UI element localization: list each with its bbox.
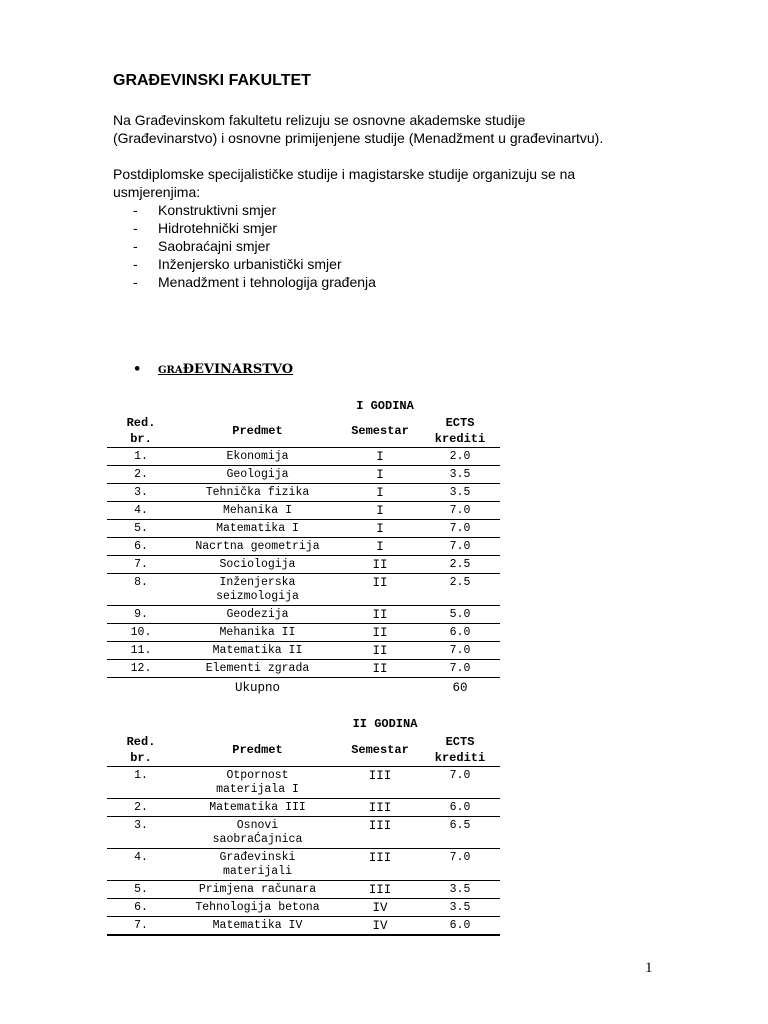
subject-cell <box>175 606 340 624</box>
table-row <box>107 538 500 556</box>
list-item: - Hidrotehnički smjer <box>133 219 376 237</box>
ects-cell: 7.0 <box>420 502 500 520</box>
subject-name-line: Otpornost <box>226 769 289 782</box>
table-row <box>107 502 500 520</box>
year1-table-body <box>107 448 500 697</box>
subject-cell <box>175 538 340 556</box>
row-number: 4. <box>107 502 175 520</box>
row-number: 7. <box>107 556 175 574</box>
table-row <box>107 817 500 849</box>
row-number: 5. <box>107 881 175 899</box>
subject-cell <box>175 660 340 678</box>
subject-name-line: Ekonomija <box>226 450 289 463</box>
ects-cell: 3.5 <box>420 466 500 484</box>
table-row <box>107 484 500 502</box>
ects-cell: 6.5 <box>420 817 500 849</box>
subject-name-line: Matematika IV <box>212 919 303 932</box>
list-item: - Saobraćajni smjer <box>133 237 376 255</box>
total-spacer <box>340 678 420 697</box>
table-row <box>107 899 500 917</box>
subject-name-line: Primjena računara <box>198 883 317 896</box>
semester-cell: II <box>340 606 420 624</box>
subject-name-line: Geologija <box>226 468 289 481</box>
semester-cell: I <box>340 484 420 502</box>
table-row <box>107 881 500 899</box>
subject-cell <box>175 881 340 899</box>
col-header-semester: Semestar <box>340 415 420 448</box>
semester-cell: II <box>340 556 420 574</box>
row-number: 1. <box>107 448 175 466</box>
subject-name-line: seizmologija <box>216 590 299 603</box>
orientation-list <box>133 201 376 291</box>
ects-cell: 7.0 <box>420 520 500 538</box>
postgrad-paragraph <box>113 165 673 201</box>
subject-cell <box>175 917 340 936</box>
table-row <box>107 767 500 799</box>
semester-cell: III <box>340 767 420 799</box>
semester-cell: III <box>340 799 420 817</box>
postgrad-line-2: usmjerenjima: <box>113 184 201 200</box>
subject-cell <box>175 502 340 520</box>
total-spacer <box>107 678 175 697</box>
table-row <box>107 849 500 881</box>
ects-cell: 2.5 <box>420 556 500 574</box>
total-row <box>107 678 500 697</box>
bullet-icon: • <box>133 362 142 377</box>
ects-cell: 2.0 <box>420 448 500 466</box>
list-item: - Inženjersko urbanistički smjer <box>133 255 376 273</box>
section-heading-small: GRA <box>158 365 183 376</box>
col-header-subject: Predmet <box>175 734 340 767</box>
row-number: 1. <box>107 767 175 799</box>
subject-name-line: Osnovi <box>236 819 279 832</box>
year2-table <box>107 734 500 936</box>
semester-cell: III <box>340 817 420 849</box>
section-heading-label <box>158 362 293 377</box>
table-row <box>107 448 500 466</box>
semester-cell: III <box>340 881 420 899</box>
year1-table <box>107 415 500 696</box>
ects-cell: 3.5 <box>420 484 500 502</box>
row-number: 5. <box>107 520 175 538</box>
row-number: 12. <box>107 660 175 678</box>
row-number: 4. <box>107 849 175 881</box>
row-number: 2. <box>107 466 175 484</box>
subject-cell <box>175 574 340 606</box>
subject-name-line: Mehanika I <box>222 504 292 517</box>
page-number: 1 <box>645 960 653 976</box>
subject-cell <box>175 767 340 799</box>
semester-cell: II <box>340 574 420 606</box>
semester-cell: I <box>340 502 420 520</box>
subject-name-line: Mehanika II <box>219 626 296 639</box>
row-number: 7. <box>107 917 175 936</box>
subject-name-line: Tehnologija betona <box>195 901 320 914</box>
subject-cell <box>175 624 340 642</box>
col-header-ects: ECTS krediti <box>420 415 500 448</box>
row-number: 6. <box>107 899 175 917</box>
table-header-row <box>107 734 500 767</box>
subject-cell <box>175 817 340 849</box>
subject-name-line: Sociologija <box>219 558 296 571</box>
table-row <box>107 574 500 606</box>
table-row <box>107 520 500 538</box>
semester-cell: IV <box>340 917 420 936</box>
table-row <box>107 799 500 817</box>
subject-cell <box>175 849 340 881</box>
ects-cell: 7.0 <box>420 767 500 799</box>
table-row <box>107 624 500 642</box>
subject-cell <box>175 448 340 466</box>
table-row <box>107 466 500 484</box>
list-item: - Konstruktivni smjer <box>133 201 376 219</box>
semester-cell: I <box>340 520 420 538</box>
subject-cell <box>175 799 340 817</box>
subject-name-line: Matematika III <box>209 801 306 814</box>
row-number: 2. <box>107 799 175 817</box>
table-row <box>107 556 500 574</box>
list-item: - Menadžment i tehnologija građenja <box>133 273 376 291</box>
subject-cell <box>175 642 340 660</box>
table-row <box>107 917 500 936</box>
subject-cell <box>175 520 340 538</box>
total-value: 60 <box>452 681 468 695</box>
ects-cell: 5.0 <box>420 606 500 624</box>
subject-name-line: Elementi zgrada <box>205 662 310 675</box>
row-number: 10. <box>107 624 175 642</box>
intro-paragraph <box>113 111 673 147</box>
year2-table-body <box>107 767 500 936</box>
subject-name-line: materijala I <box>216 783 299 796</box>
subject-name-line: Građevinski <box>219 851 296 864</box>
subject-name-line: saobraĆajnica <box>212 833 303 846</box>
semester-cell: II <box>340 624 420 642</box>
subject-name-line: Geodezija <box>226 608 289 621</box>
semester-cell: III <box>340 849 420 881</box>
ects-cell: 7.0 <box>420 660 500 678</box>
subject-name-line: Inženjerska <box>219 576 296 589</box>
row-number: 3. <box>107 484 175 502</box>
ects-cell: 7.0 <box>420 849 500 881</box>
subject-name-line: Tehnička fizika <box>205 486 310 499</box>
ects-cell: 6.0 <box>420 917 500 936</box>
col-header-semester: Semestar <box>340 734 420 767</box>
semester-cell: I <box>340 538 420 556</box>
col-header-number: Red. br. <box>107 734 175 767</box>
subject-name-line: Matematika II <box>212 644 303 657</box>
ects-cell: 3.5 <box>420 881 500 899</box>
ects-cell: 6.0 <box>420 624 500 642</box>
row-number: 8. <box>107 574 175 606</box>
col-header-subject: Predmet <box>175 415 340 448</box>
ects-cell: 6.0 <box>420 799 500 817</box>
semester-cell: II <box>340 660 420 678</box>
year2-heading: II GODINA <box>352 717 418 731</box>
col-header-number: Red. br. <box>107 415 175 448</box>
subject-cell <box>175 466 340 484</box>
page-title: GRAĐEVINSKI FAKULTET <box>113 72 311 89</box>
row-number: 9. <box>107 606 175 624</box>
semester-cell: I <box>340 466 420 484</box>
subject-cell <box>175 556 340 574</box>
row-number: 11. <box>107 642 175 660</box>
semester-cell: II <box>340 642 420 660</box>
subject-name-line: materijali <box>222 865 292 878</box>
section-heading <box>133 362 293 377</box>
row-number: 3. <box>107 817 175 849</box>
year1-heading: I GODINA <box>356 399 414 413</box>
semester-cell: I <box>340 448 420 466</box>
intro-line-2: (Građevinarstvo) i osnovne primijenjene studije (Menadžment u građevinartvu). <box>113 130 604 146</box>
postgrad-line-1: Postdiplomske specijalističke studije i magistarske studije organizuju se na <box>113 166 576 182</box>
table-row <box>107 660 500 678</box>
intro-line-1: Na Građevinskom fakultetu relizuju se osnovne akademske studije <box>113 112 526 128</box>
semester-cell: IV <box>340 899 420 917</box>
section-heading-rest: ĐEVINARSTVO <box>182 362 294 377</box>
row-number: 6. <box>107 538 175 556</box>
ects-cell: 2.5 <box>420 574 500 606</box>
subject-cell <box>175 484 340 502</box>
subject-name-line: Matematika I <box>216 522 299 535</box>
table-row <box>107 606 500 624</box>
col-header-ects: ECTS krediti <box>420 734 500 767</box>
table-header-row <box>107 415 500 448</box>
ects-cell: 7.0 <box>420 538 500 556</box>
ects-cell: 7.0 <box>420 642 500 660</box>
ects-cell: 3.5 <box>420 899 500 917</box>
table-row <box>107 642 500 660</box>
total-label: Ukupno <box>234 681 280 695</box>
subject-name-line: Nacrtna geometrija <box>195 540 320 553</box>
subject-cell <box>175 899 340 917</box>
